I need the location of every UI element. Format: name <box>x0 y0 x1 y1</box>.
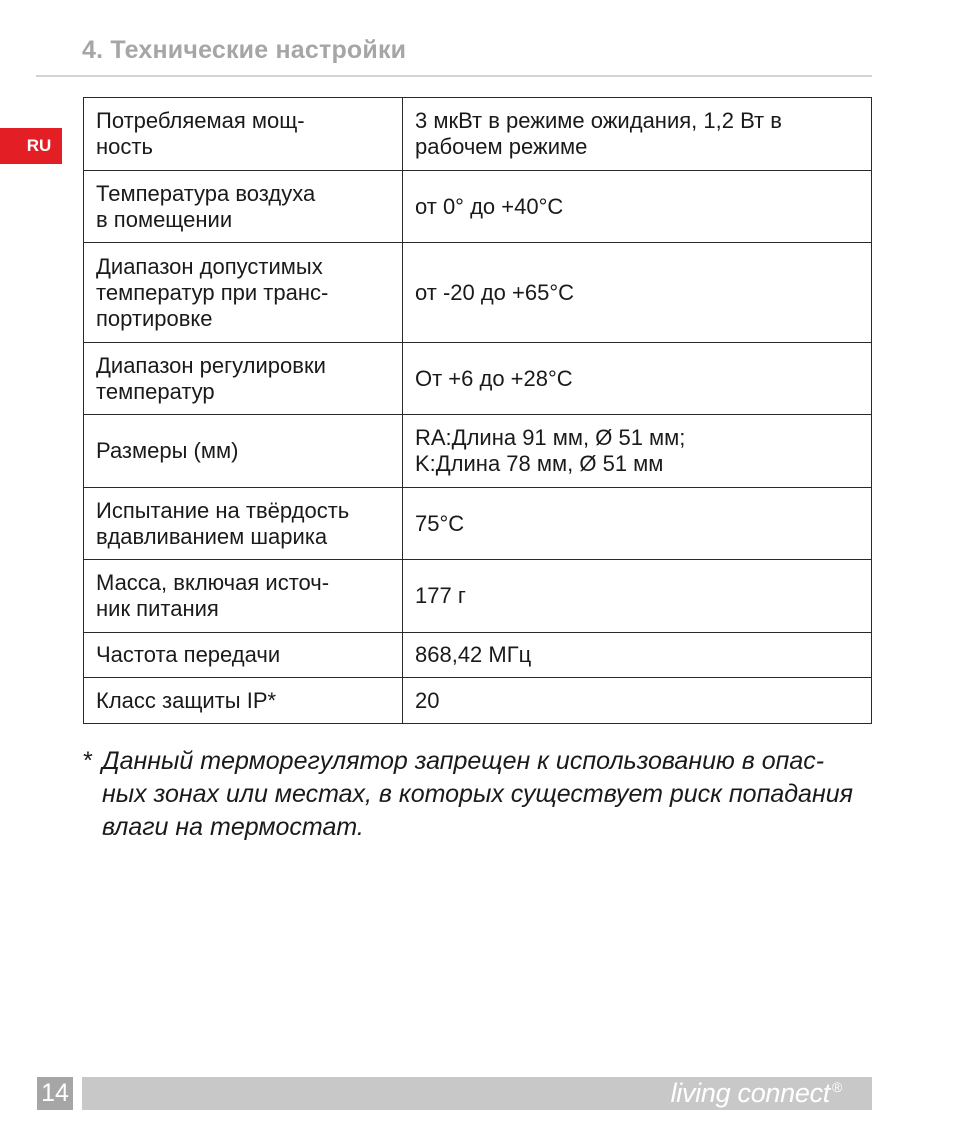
title-divider <box>36 75 872 77</box>
footnote-asterisk: * <box>82 747 92 775</box>
specifications-table <box>83 97 872 724</box>
spec-label: Частота передачи <box>84 633 403 678</box>
registered-mark: ® <box>831 1079 842 1095</box>
spec-label: Диапазон допустимых температур при транс- портировке <box>84 243 403 343</box>
spec-label: Температура воздуха в помещении <box>84 171 403 243</box>
footnote <box>82 745 882 844</box>
spec-label: Потребляемая мощ- ность <box>84 98 403 171</box>
table-row <box>84 98 872 171</box>
spec-value: 75°C <box>403 488 872 560</box>
spec-value: От +6 до +28°C <box>403 343 872 415</box>
spec-label: Испытание на твёрдость вдавливанием шарика <box>84 488 403 560</box>
table-row <box>84 343 872 415</box>
footnote-text: Данный терморегулятор запрещен к использованию в опас- ных зонах или местах, в которых существует риск попадания влаги на термостат. <box>102 747 853 841</box>
table-row <box>84 678 872 724</box>
page-title: 4. Технические настройки <box>82 36 407 64</box>
language-tab: RU <box>0 128 62 164</box>
brand-logo <box>671 1078 842 1109</box>
spec-value: 868,42 МГц <box>403 633 872 678</box>
table-row <box>84 633 872 678</box>
spec-value: 3 мкВт в режиме ожидания, 1,2 Вт в рабочем режиме <box>403 98 872 171</box>
brand-name: living connect <box>670 1078 830 1108</box>
table-row <box>84 488 872 560</box>
footer-bar <box>82 1077 872 1110</box>
spec-value: 20 <box>403 678 872 724</box>
table-row <box>84 415 872 488</box>
spec-value: от -20 до +65°C <box>403 243 872 343</box>
spec-label: Класс защиты IP* <box>84 678 403 724</box>
spec-label: Диапазон регулировки температур <box>84 343 403 415</box>
spec-value: RA:Длина 91 мм, Ø 51 мм; K:Длина 78 мм, Ø 51 мм <box>403 415 872 488</box>
spec-value: от 0° до +40°C <box>403 171 872 243</box>
table-row <box>84 243 872 343</box>
page-number: 14 <box>37 1077 73 1110</box>
spec-label: Масса, включая источ- ник питания <box>84 560 403 633</box>
table-row <box>84 560 872 633</box>
table-row <box>84 171 872 243</box>
spec-label: Размеры (мм) <box>84 415 403 488</box>
spec-value: 177 г <box>403 560 872 633</box>
